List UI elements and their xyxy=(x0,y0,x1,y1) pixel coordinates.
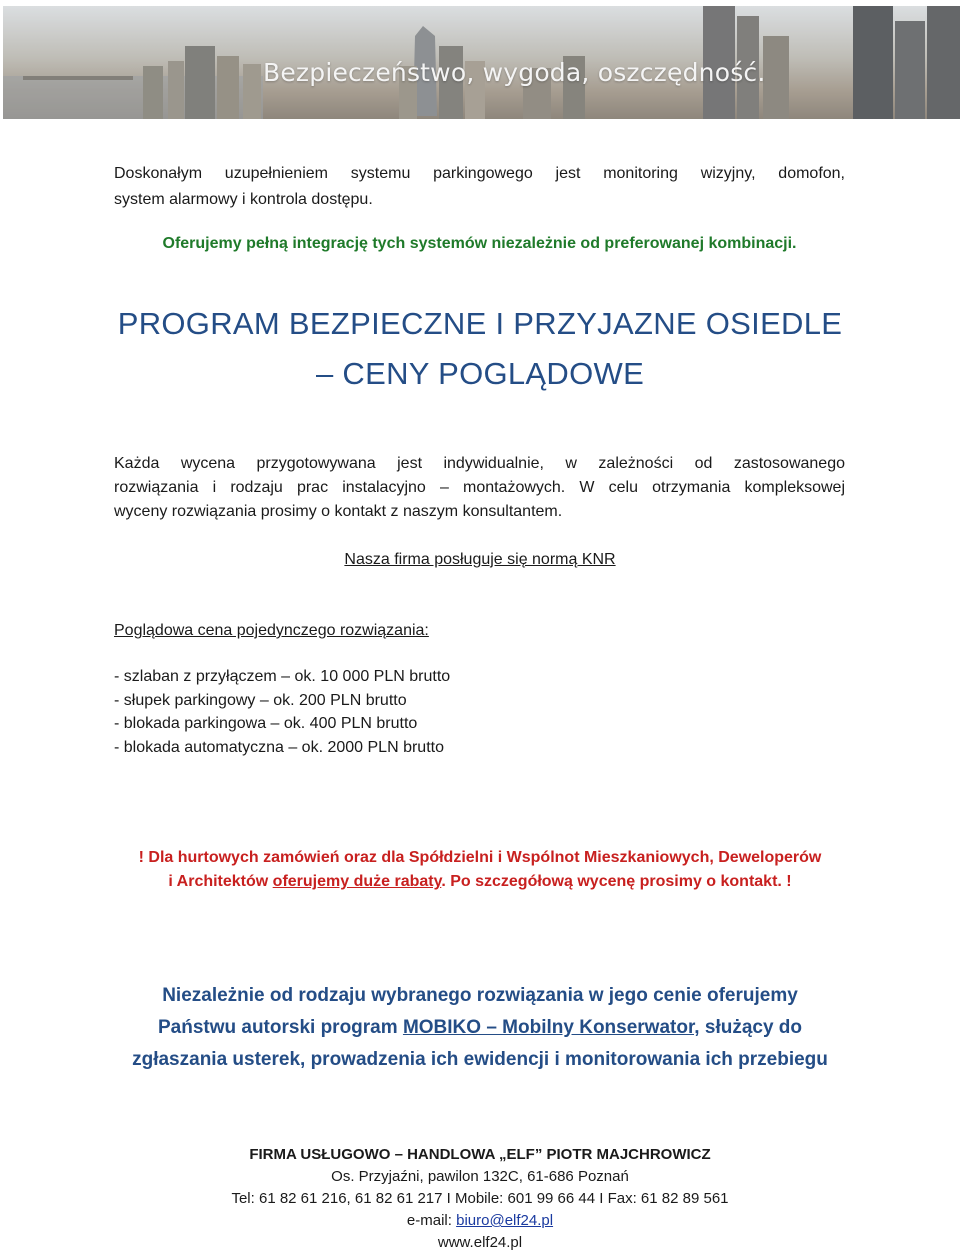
page-title-line-2: – CENY POGLĄDOWE xyxy=(315,356,645,391)
integration-note: Oferujemy pełną integrację tych systemów niezależnie od preferowanej kombinacji. xyxy=(162,235,797,252)
footer-address: Os. Przyjaźni, pawilon 132C, 61-686 Poznań xyxy=(331,1168,629,1185)
mobiko-line-2 xyxy=(0,1014,960,1042)
intro-line-1: Doskonałym uzupełnieniem systemu parkingowego jest monitoring wizyjny, domofon, xyxy=(114,165,845,182)
mobiko-program-link[interactable]: MOBIKO – Mobilny Konserwator, xyxy=(402,1017,700,1038)
footer-company: FIRMA USŁUGOWO – HANDLOWA „ELF” PIOTR MAJCHROWICZ xyxy=(249,1146,711,1163)
discount-text-b: . Po szczegółową wycenę prosimy o kontakt. ! xyxy=(441,873,792,890)
footer-email-link[interactable]: biuro@elf24.pl xyxy=(456,1212,554,1229)
mobiko-text-b: służący do xyxy=(699,1017,803,1038)
banner-slogan: Bezpieczeństwo, wygoda, oszczędność. xyxy=(263,58,766,87)
header-banner xyxy=(3,6,960,119)
pricing-note-line-1: Każda wycena przygotowywana jest indywidualnie, w zależności od zastosowanego xyxy=(114,455,845,472)
prices-heading: Poglądowa cena pojedynczego rozwiązania: xyxy=(114,622,429,639)
footer-phones: Tel: 61 82 61 216, 61 82 61 217 I Mobile: 601 99 66 44 I Fax: 61 82 89 561 xyxy=(231,1190,729,1207)
pricing-note-line-3: wyceny rozwiązania prosimy o kontakt z naszym konsultantem. xyxy=(114,503,563,520)
discount-rabaty-link[interactable]: oferujemy duże rabaty xyxy=(272,873,442,890)
mobiko-line-3: zgłaszania usterek, prowadzenia ich ewidencji i monitorowania ich przebiegu xyxy=(132,1049,828,1070)
footer-website[interactable]: www.elf24.pl xyxy=(437,1234,523,1251)
pricing-note-line-2: rozwiązania i rodzaju prac instalacyjno – montażowych. W celu otrzymania kompleksowej xyxy=(114,479,845,496)
list-item: - blokada automatyczna – ok. 2000 PLN brutto xyxy=(114,738,444,756)
page-title-line-1: PROGRAM BEZPIECZNE I PRZYJAZNE OSIEDLE xyxy=(117,306,843,341)
list-item: - szlaban z przyłączem – ok. 10 000 PLN brutto xyxy=(114,668,451,685)
footer-email xyxy=(0,1212,960,1229)
discount-line-2 xyxy=(0,870,960,894)
footer-email-label: e-mail: xyxy=(406,1212,457,1229)
price-list xyxy=(114,665,450,759)
mobiko-text-a: Państwu autorski program xyxy=(157,1017,403,1038)
discount-line-1: ! Dla hurtowych zamówień oraz dla Spółdzielni i Wspólnot Mieszkaniowych, Deweloperów xyxy=(138,849,822,866)
intro-line-2: system alarmowy i kontrola dostępu. xyxy=(114,191,373,208)
list-item: - słupek parkingowy – ok. 200 PLN brutto xyxy=(114,691,407,709)
discount-text-a: i Architektów xyxy=(168,873,273,890)
knr-norm-note: Nasza firma posługuje się normą KNR xyxy=(344,551,616,568)
list-item: - blokada parkingowa – ok. 400 PLN brutto xyxy=(114,715,418,732)
mobiko-line-1: Niezależnie od rodzaju wybranego rozwiązania w jego cenie oferujemy xyxy=(162,985,798,1006)
